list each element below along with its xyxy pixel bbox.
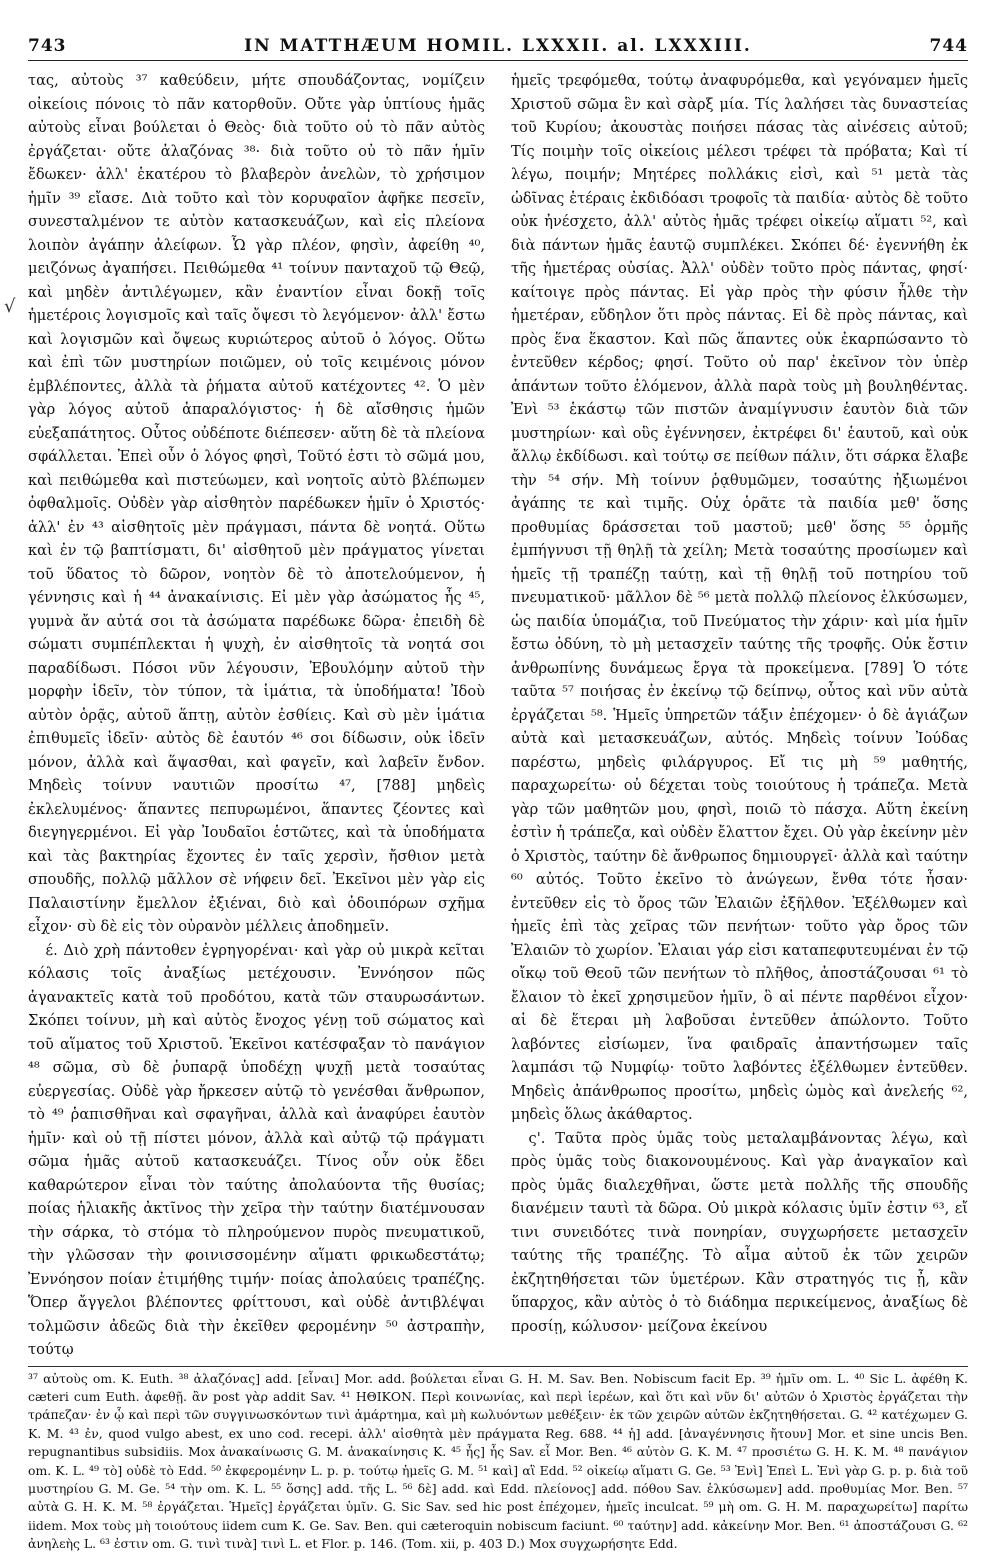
running-header — [28, 36, 968, 61]
text-columns — [28, 69, 968, 1362]
right-column — [511, 69, 968, 1362]
left-page-number: 743 — [28, 36, 67, 56]
left-column-paragraph: τας, αὐτοὺς ³⁷ καθεύδειν, μήτε σπουδάζοντας, νομίζειν οἰκείοις πόνοις τὸ πᾶν κατορθοῦν. Οὔτε γὰρ ὑπτίους ἡμᾶς αὐτοὺς εἶναι βούλεται ὁ Θεὸς· διὰ τοῦτο οὐ τὸ πᾶν αὐτὸς ἐργάζεται· οὔτε ἀλαζόνας ³⁸· διὰ τοῦτο οὐ τὸ πᾶν ἡμῖν ἔδωκεν· ἀλλ' ἑκατέρου τὸ βλαβερὸν ἀνελὼν, τὸ χρήσιμον ἡμῖν ³⁹ εἴασε. Διὰ τοῦτο καὶ τὸν κορυφαῖον ἀφῆκε πεσεῖν, συνεσταλμένον τε αὐτὸν κατασκευάζων, καὶ εἰς πλείονα λοιπὸν ἀγάπην ἀλείφων. Ὧ γὰρ πλέον, φησὶν, ἀφείθη ⁴⁰, μειζόνως ἀγαπήσει. Πειθώμεθα ⁴¹ τοίνυν πανταχοῦ τῷ Θεῷ, καὶ μηδὲν ἀντιλέγωμεν, κἂν ἐναντίον εἶναι δοκῇ τοῖς ἡμετέροις λογισμοῖς καὶ ταῖς ὄψεσι τὸ λεγόμενον· ἀλλ' ἔστω καὶ λογισμῶν καὶ ὄψεως κυριώτερος αὐτοῦ ὁ λόγος. Οὕτω καὶ ἐπὶ τῶν μυστηρίων ποιῶμεν, οὐ τοῖς κειμένοις μόνον ἐμβλέποντες, ἀλλὰ τὰ ῥήματα αὐτοῦ κατέχοντες ⁴². Ὁ μὲν γὰρ λόγος αὐτοῦ ἀπαραλόγιστος· ἡ δὲ αἴσθησις ἡμῶν εὐεξαπάτητος. Οὗτος οὐδέποτε διέπεσεν· αὕτη δὲ τὰ πλείονα σφάλλεται. Ἐπεὶ οὖν ὁ λόγος φησὶ, Τοῦτό ἐστι τὸ σῶμά μου, καὶ πειθώμεθα καὶ πιστεύωμεν, καὶ νοητοῖς αὐτὸ βλέπωμεν ὀφθαλμοῖς. Οὐδὲν γὰρ αἰσθητὸν παρέδωκεν ἡμῖν ὁ Χριστός· ἀλλ' ἐν ⁴³ αἰσθητοῖς μὲν πράγμασι, πάντα δὲ νοητά. Οὕτω καὶ ἐν τῷ βαπτίσματι, δι' αἰσθητοῦ μὲν πράγματος γίνεται τοῦ ὕδατος τὸ δῶρον, νοητὸν δὲ τὸ ἀποτελούμενον, ἡ γέννησις καὶ ἡ ⁴⁴ ἀνακαίνισις. Εἰ μὲν γὰρ ἀσώματος ἦς ⁴⁵, γυμνὰ ἄν αὐτά σοι τὰ ἀσώματα παρέδωκε δῶρα· ἐπειδὴ δὲ σώματι συμπέπλεκται ἡ ψυχὴ, ἐν αἰσθητοῖς τὰ νοητά σοι παραδίδωσι. Πόσοι νῦν λέγουσιν, Ἐβουλόμην αὐτοῦ τὴν μορφὴν ἰδεῖν, τὸν τύπον, τὰ ἱμάτια, τὰ ὑποδήματα! Ἰδοὺ αὐτὸν ὁρᾷς, αὐτοῦ ἅπτῃ, αὐτὸν ἐσθίεις. Καὶ σὺ μὲν ἱμάτια ἐπιθυμεῖς ἰδεῖν· αὐτὸς δὲ ἑαυτόν ⁴⁶ σοι δίδωσιν, οὐκ ἰδεῖν μόνον, ἀλλὰ καὶ ἅψασθαι, καὶ φαγεῖν, καὶ λαβεῖν ἔνδον. Μηδεὶς τοίνυν ναυτιῶν προσίτω ⁴⁷, [788] μηδεὶς ἐκλελυμένος· ἅπαντες πεπυρωμένοι, ἅπαντες ζέοντες καὶ διεγηγερμένοι. Εἰ γὰρ Ἰουδαῖοι ἑστῶτες, καὶ τὰ ὑποδήματα καὶ τὰς βακτηρίας ἔχοντες ἐν ταῖς χερσὶν, ἤσθιον μετὰ σπουδῆς, πολλῷ μᾶλλον σὲ νήφειν δεῖ. Ἐκεῖνοι μὲν γὰρ εἰς Παλαιστίνην ἔμελλον ἐξιέναι, διὸ καὶ ὁδοιπόρων σχῆμα εἶχον· σὺ δὲ εἰς τὸν οὐρανὸν μέλλεις ἀποδημεῖν. — [28, 72, 485, 935]
right-page-number: 744 — [929, 36, 968, 56]
right-column-paragraph: ἡμεῖς τρεφόμεθα, τούτῳ ἀναφυρόμεθα, καὶ γεγόναμεν ἡμεῖς Χριστοῦ σῶμα ἓν καὶ σὰρξ μία. Τίς λαλήσει τὰς δυναστείας τοῦ Κυρίου; ἀκουστὰς ποιήσει πάσας τὰς αἰνέσεις αὐτοῦ; Τίς ποιμὴν τοῖς οἰκείοις μέλεσι τρέφει τὰ πρόβατα; Καὶ τί λέγω, ποιμήν; Μητέρες πολλάκις εἰσὶ, καὶ ⁵¹ μετὰ τὰς ὠδῖνας ἑτέραις ἐκδιδόασι τροφοῖς τὰ παιδία· αὐτὸς δὲ τοῦτο οὐκ ἠνέσχετο, ἀλλ' αὐτὸς ἡμᾶς τρέφει οἰκείῳ αἵματι ⁵², καὶ διὰ πάντων ἡμᾶς ἑαυτῷ συμπλέκει. Σκόπει δέ· ἐγεννήθη ἐκ τῆς ἡμετέρας οὐσίας. Ἀλλ' οὐδὲν τοῦτο πρὸς πάντας, φησί· καίτοιγε πρὸς πάντας. Εἰ γὰρ πρὸς τὴν φύσιν ἦλθε τὴν ἡμετέραν, εὔδηλον ὅτι πρὸς πάντας. Εἰ δὲ πρὸς πάντας, καὶ πρὸς ἕνα ἕκαστον. Καὶ πῶς ἅπαντες οὐκ ἐκαρπώσαντο τὸ ἐντεῦθεν κέρδος; φησί. Τοῦτο οὐ παρ' ἐκεῖνον τὸν ὑπὲρ ἁπάντων τοῦτο ἑλόμενον, ἀλλὰ παρὰ τοὺς μὴ βουληθέντας. Ἐνὶ ⁵³ ἑκάστῳ τῶν πιστῶν ἀναμίγνυσιν ἑαυτὸν διὰ τῶν μυστηρίων· καὶ οὓς ἐγέννησεν, ἐκτρέφει δι' ἑαυτοῦ, καὶ οὐκ ἄλλῳ ἐκδίδωσι. καὶ τούτῳ σε πείθων πάλιν, ὅτι σάρκα ἔλαβε τὴν ⁵⁴ σήν. Μὴ τοίνυν ῥᾳθυμῶμεν, τοσαύτης ἠξιωμένοι ἀγάπης τε καὶ τιμῆς. Οὐχ ὁρᾶτε τὰ παιδία μεθ' ὅσης προθυμίας δράσσεται τοῦ μαστοῦ; μεθ' ὅσης ⁵⁵ ὁρμῆς ἐμπήγνυσι τῇ θηλῇ τὰ χείλη; Μετὰ τοσαύτης προσίωμεν καὶ ἡμεῖς τῇ τραπέζῃ ταύτῃ, καὶ τῇ θηλῇ τοῦ ποτηρίου τοῦ πνευματικοῦ· μᾶλλον δὲ ⁵⁶ μετὰ πολλῷ πλείονος ἑλκύσωμεν, ὡς παιδία ὑπομάζια, τοῦ Πνεύματος τὴν χάριν· καὶ μία ἡμῖν ἔστω ὀδύνη, τὸ μὴ μετασχεῖν ταύτης τῆς τροφῆς. Οὐκ ἔστιν ἀνθρωπίνης δυνάμεως ἔργα τὰ προκείμενα. [789] Ὁ τότε ταῦτα ⁵⁷ ποιήσας ἐν ἐκείνῳ τῷ δείπνῳ, οὗτος καὶ νῦν αὐτὰ ἐργάζεται ⁵⁸. Ἡμεῖς ὑπηρετῶν τάξιν ἐπέχομεν· ὁ δὲ ἁγιάζων αὐτὰ καὶ μετασκευάζων, αὐτός. Μηδεὶς τοίνυν Ἰούδας παρέστω, μηδεὶς φιλάργυρος. Εἴ τις μὴ ⁵⁹ μαθητής, παραχωρείτω· οὐ δέχεται τοὺς τοιούτους ἡ τράπεζα. Μετὰ γὰρ τῶν μαθητῶν μου, φησὶ, ποιῶ τὸ πάσχα. Αὕτη ἐκείνη ἐστὶν ἡ τράπεζα, καὶ οὐδὲν ἔλαττον ἔχει. Οὐ γὰρ ἐκείνην μὲν ὁ Χριστὸς, ταύτην δὲ ἄνθρωπος δημιουργεῖ· ἀλλὰ καὶ ταύτην ⁶⁰ αὐτός. Τοῦτο ἐκεῖνο τὸ ἀνώγεων, ἔνθα τότε ἦσαν· ἐντεῦθεν εἰς τὸ ὄρος τῶν Ἐλαιῶν ἐξῆλθον. Ἐξέλθωμεν καὶ ἡμεῖς ἐπὶ τὰς χεῖρας τῶν πενήτων· τοῦτο γὰρ ὄρος τῶν Ἐλαιῶν τὸ χωρίον. Ἐλαιαι γάρ εἰσι καταπεφυτευμέναι ἐν τῷ οἴκῳ τοῦ Θεοῦ τῶν πενήτων τὸ πλῆθος, ἀποστάζουσαι ⁶¹ τὸ ἔλαιον τὸ ἐκεῖ χρησιμεῦον ἡμῖν, ὃ αἱ πέντε παρθένοι εἶχον· αἱ δὲ ἕτεραι μὴ λαβοῦσαι ἐντεῦθεν ἀπώλοντο. Τοῦτο λαβόντες εἰσίωμεν, ἵνα φαιδραῖς ἀπαντήσωμεν ταῖς λαμπάσι τῷ Νυμφίῳ· τοῦτο λαβόντες ἐξέλθωμεν ἐντεῦθεν. Μηδεὶς ἀπάνθρωπος προσίτω, μηδεὶς ὠμὸς καὶ ἀνελεής ⁶², μηδεὶς ὅλως ἀκάθαρτος. — [511, 72, 968, 1123]
running-title: IN MATTHÆUM HOMIL. LXXXII. al. LXXXIII. — [244, 36, 752, 56]
left-column-paragraph: έ. Διὸ χρὴ πάντοθεν ἐγρηγορέναι· καὶ γὰρ οὐ μικρὰ κεῖται κόλασις τοῖς ἀναξίως μετέχουσιν. Ἐννόησον πῶς ἀγανακτεῖς κατὰ τοῦ προδότου, κατὰ τῶν σταυρωσάντων. Σκόπει τοίνυν, μὴ καὶ αὐτὸς ἔνοχος γένῃ τοῦ σώματος καὶ τοῦ αἵματος τοῦ Χριστοῦ. Ἐκεῖνοι κατέσφαξαν τὸ πανάγιον ⁴⁸ σῶμα, σὺ δὲ ῥυπαρᾷ ὑποδέχῃ ψυχῇ μετὰ τοσαύτας εὐεργεσίας. Οὐδὲ γὰρ ἤρκεσεν αὐτῷ τὸ γενέσθαι ἄνθρωπον, τὸ ⁴⁹ ῥαπισθῆναι καὶ σφαγῆναι, ἀλλὰ καὶ ἀναφύρει ἑαυτὸν ἡμῖν· καὶ οὐ τῇ πίστει μόνον, ἀλλὰ καὶ αὐτῷ τῷ πράγματι σῶμα ἡμᾶς αὐτοῦ κατασκευάζει. Τίνος οὖν οὐκ ἔδει καθαρώτερον εἶναι τὸν ταύτης ἀπολαύοντα τῆς θυσίας; ποίας ἡλιακῆς ἀκτῖνος τὴν χεῖρα τὴν ταύτην διατέμνουσαν τὴν σάρκα, τὸ στόμα τὸ πληρούμενον πυρὸς πνευματικοῦ, τὴν γλῶσσαν τὴν φοινισσομένην αἵματι φρικωδεστάτῳ; Ἐννόησον ποίαν ἐτιμήθης τιμήν· ποίας ἀπολαύεις τραπέζης. Ὅπερ ἄγγελοι βλέποντες φρίττουσι, καὶ οὐδὲ ἀντιβλέψαι τολμῶσιν ἀδεῶς διὰ τὴν ἐκεῖθεν φερομένην ⁵⁰ ἀστραπὴν, τούτῳ — [28, 941, 485, 1358]
right-column-paragraph: ς'. Ταῦτα πρὸς ὑμᾶς τοὺς μεταλαμβάνοντας λέγω, καὶ πρὸς ὑμᾶς τοὺς διακονουμένους. Καὶ γὰρ ἀναγκαῖον καὶ πρὸς ὑμᾶς διαλεχθῆναι, ὥστε μετὰ πολλῆς τῆς σπουδῆς διανέμειν ταυτὶ τὰ δῶρα. Οὐ μικρὰ κόλασις ὑμῖν ἐστιν ⁶³, εἴ τινι συνειδότες τινὰ πονηρίαν, συγχωρήσετε μετασχεῖν ταύτης τῆς τραπέζης. Τὸ αἷμα αὐτοῦ ἐκ τῶν χειρῶν ἐκζητηθήσεται τῶν ὑμετέρων. Κἂν στρατηγός τις ᾖ, κἂν ὕπαρχος, κἂν αὐτὸς ὁ τὸ διάδημα περικείμενος, ἀναξίως δὲ προσίῃ, κώλυσον· μείζονα ἐκείνου — [511, 1129, 968, 1335]
footnotes: ³⁷ αὐτοὺς om. K. Euth. ³⁸ ἀλαζόνας] add. [εἶναι] Mor. add. βούλεται εἶναι G. H. M. Sav. Ben. Nobiscum facit Ep. ³⁹ ἡμῖν om. L. ⁴⁰ Sic L. ἀφέθη K. cæteri cum Euth. ἀφεθῇ. ἂν post γὰρ addit Sav. ⁴¹ ΗΘΙΚΟΝ. Περὶ κοινωνίας, καὶ περὶ ἱερέων, καὶ ὅτι καὶ νῦν δι' αὐτῶν ὁ Χριστὸς ἐργάζεται τὴν τράπεζαν· ἐν ᾧ καὶ περὶ τῶν συγγινωσκόντων τινὶ ἁμάρτημα, καὶ μὴ κωλυόντων μεθέξειν· ἐκ τῶν χειρῶν αὐτῶν ἐκζητηθήσεται. G. ⁴² κατέχωμεν G. K. M. ⁴³ ἐν, quod vulgo abest, ex uno cod. recepi. ἀλλ' αἰσθητὰ μὲν πράγματα Reg. 688. ⁴⁴ ἡ] add. [ἀναγέννησις ἤτουν] Mor. et sine uncis Ben. repugnantibus subsidiis. Mox ἀνακαίνωσις G. M. ἀνακαίνησις K. ⁴⁵ ἦς] ἧς Sav. εἶ Mor. Ben. ⁴⁶ αὐτὸν G. K. M. ⁴⁷ προσιέτω G. H. K. M. ⁴⁸ πανάγιον om. K. L. ⁴⁹ τὸ] οὐδὲ τὸ Edd. ⁵⁰ ἐκφερομένην L. p. p. τούτῳ ἡμεῖς G. M. ⁵¹ καὶ] αἳ Edd. ⁵² οἰκείῳ αἵματι G. Ge. ⁵³ Ἐνὶ] Ἐπεὶ L. Ἐνὶ γὰρ G. p. p. διὰ τοῦ μυστηρίου G. M. Ge. ⁵⁴ τὴν om. K. L. ⁵⁵ ὅσης] add. τῆς L. ⁵⁶ δὲ] add. καὶ Edd. πλείονος] add. πόθου Sav. ἑλκύσωμεν] add. προθυμίας Mor. Ben. ⁵⁷ αὐτὰ G. H. K. M. ⁵⁸ ἐργάζεται. Ἡμεῖς] ἐργάζεται ὑμῖν. G. Sic Sav. sed hic post ἐπέχομεν, ἡμεῖς inculcat. ⁵⁹ μὴ om. G. H. M. παραχωρείτω] παρίτω iidem. Mox τοὺς μὴ τοιούτους iidem cum K. Ge. Sav. Ben. qui cæteroquin nobiscum faciunt. ⁶⁰ ταύτην] add. κἀκείνην Mor. Ben. ⁶¹ ἀποστάζουσι G. ⁶² ἀνηλεὴς L. ⁶³ ἐστιν om. G. τινὶ τινὰ] τινὶ L. et Flor. p. 146. (Tom. xii, p. 403 D.) Mox συγχωρήσητε Edd. — [28, 1366, 968, 1554]
left-column — [28, 69, 485, 1362]
margin-check-mark: √ — [4, 296, 16, 317]
